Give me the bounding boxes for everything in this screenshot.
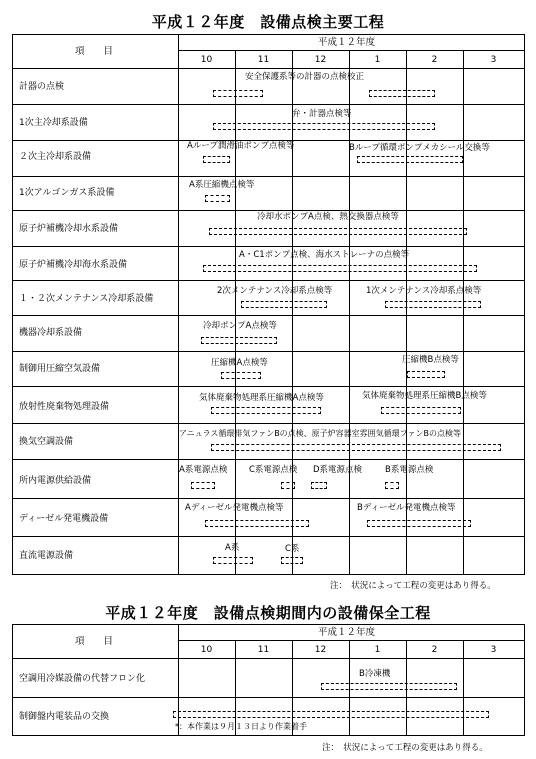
schedule-bar	[385, 482, 399, 489]
task-label: 1次メンテナンス冷却系点検等	[366, 286, 482, 296]
task-label: Aループ潤滑油ポンプ点検等	[187, 141, 295, 151]
task-label: A系	[225, 543, 240, 553]
row-label-12: ディーゼル発電機設備	[19, 514, 109, 524]
schedule-bar	[241, 301, 327, 308]
row-label-0: 空調用冷媒設備の代替フロン化	[19, 674, 146, 684]
row-label-7: 機器冷却系設備	[19, 328, 83, 338]
task-label: 冷却ポンプA点検等	[203, 321, 277, 331]
schedule-bar	[211, 407, 321, 414]
task-label: C系	[285, 544, 300, 554]
task-label: 2次メンテナンス冷却系点検等	[217, 286, 333, 296]
header-year: 平成１２年度	[318, 37, 376, 48]
month-1: 1	[374, 55, 381, 65]
schedule-bar	[357, 156, 463, 163]
schedule-bar	[205, 195, 230, 202]
schedule-bar	[203, 156, 230, 163]
schedule-bar	[209, 228, 467, 235]
note-2: 注： 状況によって工程の変更はあり得る。	[322, 743, 488, 753]
task-label: Bディーゼル発電機点検等	[357, 503, 456, 513]
task-label: A・C1ポンプ点検、海水ストレーナの点検等	[239, 250, 410, 260]
task-label: Bループ循環ポンプメカシール交換等	[349, 143, 490, 153]
schedule-bar	[407, 371, 445, 378]
row-label-8: 制御用圧縮空気設備	[19, 364, 101, 374]
task-note: *：本作業は９月１３日より作業着手	[175, 722, 307, 731]
schedule-bar	[367, 520, 471, 527]
task-label: 冷却水ポンプA点検、熱交換器点検等	[257, 212, 399, 222]
month-10: 10	[200, 645, 213, 655]
schedule-bar	[321, 683, 457, 690]
schedule-bar	[213, 123, 435, 130]
row-label-4: 原子炉補機冷却水系設備	[19, 224, 119, 234]
month-12: 12	[314, 645, 327, 655]
task-label: B系電源点検	[385, 465, 434, 475]
row-label-1: 1次主冷却系設備	[19, 118, 88, 128]
row-label-2: ２次主冷却系設備	[19, 152, 92, 162]
schedule-bar	[213, 557, 253, 564]
main-schedule-table	[12, 34, 525, 575]
row-label-5: 原子炉補機冷却海水系設備	[19, 260, 128, 270]
row-label-6: １・２次メンテナンス冷却系設備	[19, 294, 154, 304]
task-label: 気体廃棄物処理系圧縮機A点検等	[199, 393, 324, 403]
task-label: 気体廃棄物処理系圧縮機B点検等	[362, 391, 487, 401]
task-label: B冷凍機	[359, 669, 391, 679]
row-label-1: 制御盤内電装品の交換	[19, 712, 110, 722]
schedule-bar	[221, 372, 261, 379]
row-label-0: 計器の点検	[19, 82, 65, 92]
page-title: 平成１２年度 設備点検主要工程	[151, 13, 385, 31]
task-label: A系圧縮機点検等	[189, 180, 255, 190]
schedule-bar	[205, 520, 309, 527]
header-item: 項 目	[75, 46, 114, 57]
month-12: 12	[314, 55, 327, 65]
maintenance-schedule-table	[12, 624, 525, 736]
schedule-bar	[281, 482, 295, 489]
task-label: アニュラス循環排気ファンBの点検、原子炉容器室雰囲気循環ファンBの点検等	[179, 429, 462, 438]
task-label: D系電源点検	[313, 465, 363, 475]
month-1: 1	[374, 645, 381, 655]
schedule-bar	[311, 482, 327, 489]
task-label: 圧縮機A点検等	[211, 358, 268, 368]
note-1: 注： 状況によって工程の変更はあり得る。	[330, 581, 496, 591]
schedule-bar	[203, 265, 477, 272]
header-year: 平成１２年度	[318, 627, 376, 638]
month-10: 10	[200, 55, 213, 65]
row-label-3: 1次アルゴンガス系設備	[19, 188, 115, 198]
task-label: 圧縮機B点検等	[402, 355, 459, 365]
task-label: Aディーゼル発電機点検等	[185, 503, 284, 513]
month-2: 2	[431, 55, 438, 65]
section2-title: 平成１２年度 設備点検期間内の設備保全工程	[105, 604, 431, 622]
task-label: C系電源点検	[249, 465, 298, 475]
schedule-bar	[369, 90, 435, 97]
month-3: 3	[490, 645, 497, 655]
month-2: 2	[431, 645, 438, 655]
task-label: 弁・計器点検等	[292, 109, 352, 119]
schedule-bar	[201, 337, 277, 344]
month-11: 11	[257, 645, 270, 655]
row-label-9: 放射性廃棄物処理設備	[19, 402, 110, 412]
row-label-10: 換気空調設備	[19, 437, 74, 447]
schedule-bar	[385, 301, 481, 308]
schedule-bar	[381, 407, 461, 414]
month-3: 3	[490, 55, 497, 65]
schedule-bar	[213, 90, 263, 97]
task-label: A系電源点検	[179, 465, 228, 475]
schedule-bar	[211, 444, 501, 451]
month-11: 11	[257, 55, 270, 65]
row-label-11: 所内電源供給設備	[19, 476, 92, 486]
schedule-bar	[173, 711, 489, 718]
row-label-13: 直流電源設備	[19, 551, 74, 561]
header-item: 項 目	[75, 636, 114, 647]
schedule-bar	[281, 557, 303, 564]
schedule-bar	[191, 482, 215, 489]
task-label: 安全保護系等の計器の点検校正	[245, 72, 365, 82]
